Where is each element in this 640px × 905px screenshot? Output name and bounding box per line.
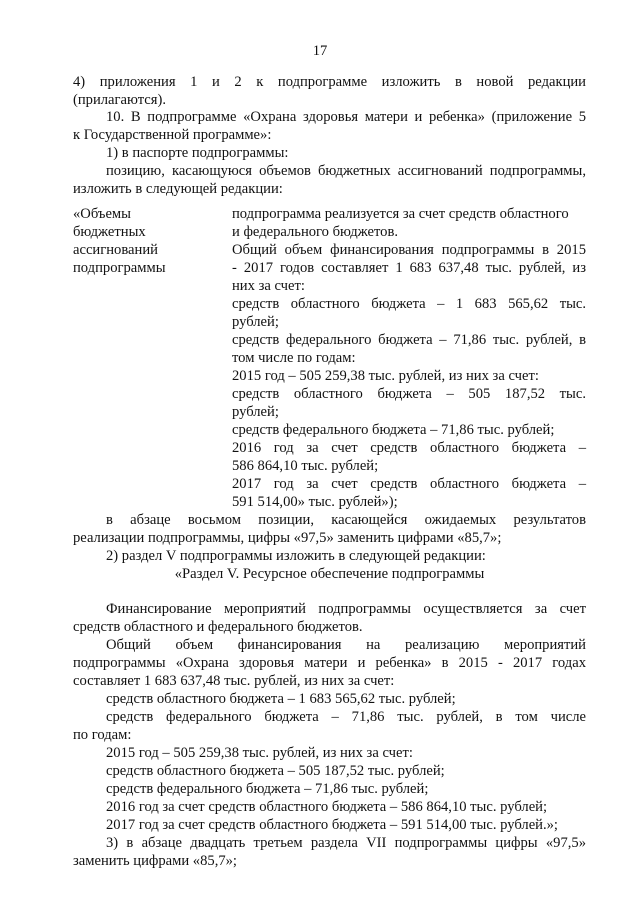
text-line: 591 514,00» тыс. рублей»); xyxy=(232,494,398,510)
text-line: составляет 1 683 637,48 тыс. рублей, из них за счет: xyxy=(73,673,395,689)
text-line: (прилагаются). xyxy=(73,92,166,108)
text-line: рублей; xyxy=(232,404,279,420)
text-line: бюджетных xyxy=(73,224,146,240)
text-line: реализации подпрограммы, цифры «97,5» заменить цифрами «85,7»; xyxy=(73,530,502,546)
text-line: средств федерального бюджета – 71,86 тыс. рублей, в том числе xyxy=(106,709,586,725)
text-line: позицию, касающуюся объемов бюджетных ассигнований подпрограммы, xyxy=(106,163,586,179)
text-line: 3) в абзаце двадцать третьем раздела VII подпрограммы цифры «97,5» xyxy=(106,835,586,851)
text-line: 586 864,10 тыс. рублей; xyxy=(232,458,379,474)
text-line: них за счет: xyxy=(232,278,305,294)
text-line: 2015 год – 505 259,38 тыс. рублей, из них за счет: xyxy=(106,745,413,761)
text-line: по годам: xyxy=(73,727,132,743)
text-line: средств федерального бюджета – 71,86 тыс. рублей; xyxy=(106,781,429,797)
text-line: 10. В подпрограмме «Охрана здоровья матери и ребенка» (приложение 5 xyxy=(106,109,586,125)
text-line: «Раздел V. Ресурсное обеспечение подпрограммы xyxy=(174,566,485,582)
text-line: рублей; xyxy=(232,314,279,330)
text-line: 1) в паспорте подпрограммы: xyxy=(106,145,289,161)
text-line: средств областного бюджета – 505 187,52 тыс. xyxy=(232,386,586,402)
text-line: 2) раздел V подпрограммы изложить в следующей редакции: xyxy=(106,548,486,564)
text-line: в абзаце восьмом позиции, касающейся ожидаемых результатов xyxy=(106,512,586,528)
text-line: - 2017 годов составляет 1 683 637,48 тыс. рублей, из xyxy=(232,260,586,276)
text-line: к Государственной программе»: xyxy=(73,127,272,143)
text-line: и федерального бюджетов. xyxy=(232,224,399,240)
text-line: «Объемы xyxy=(73,206,131,222)
text-line: подпрограммы xyxy=(73,260,166,276)
text-line: изложить в следующей редакции: xyxy=(73,181,283,197)
text-line: средств областного бюджета – 1 683 565,62 тыс. рублей; xyxy=(106,691,456,707)
text-line: средств областного бюджета – 505 187,52 тыс. рублей; xyxy=(106,763,445,779)
text-line: том числе по годам: xyxy=(232,350,356,366)
text-line: подпрограммы «Охрана здоровья матери и ребенка» в 2015 - 2017 годах xyxy=(73,655,586,671)
text-line: подпрограмма реализуется за счет средств областного xyxy=(232,206,569,222)
text-line: Общий объем финансирования на реализацию мероприятий xyxy=(106,637,586,653)
text-line: 2016 год за счет средств областного бюджета – xyxy=(232,440,586,456)
text-line: средств областного и федерального бюджетов. xyxy=(73,619,363,635)
page-number: 17 xyxy=(312,43,328,59)
text-line: 2017 год за счет средств областного бюджета – xyxy=(232,476,586,492)
text-line: 2015 год – 505 259,38 тыс. рублей, из них за счет: xyxy=(232,368,539,384)
text-line: 4) приложения 1 и 2 к подпрограмме изложить в новой редакции xyxy=(73,74,586,90)
text-line: средств федерального бюджета – 71,86 тыс. рублей, в xyxy=(232,332,586,348)
text-line: Общий объем финансирования подпрограммы в 2015 xyxy=(232,242,586,258)
text-line: средств областного бюджета – 1 683 565,62 тыс. xyxy=(232,296,586,312)
text-line: заменить цифрами «85,7»; xyxy=(73,853,237,869)
text-line: 2017 год за счет средств областного бюджета – 591 514,00 тыс. рублей.»; xyxy=(106,817,558,833)
text-line: ассигнований xyxy=(73,242,158,258)
text-line: 2016 год за счет средств областного бюджета – 586 864,10 тыс. рублей; xyxy=(106,799,548,815)
text-line: средств федерального бюджета – 71,86 тыс. рублей; xyxy=(232,422,555,438)
text-line: Финансирование мероприятий подпрограммы осуществляется за счет xyxy=(106,601,586,617)
